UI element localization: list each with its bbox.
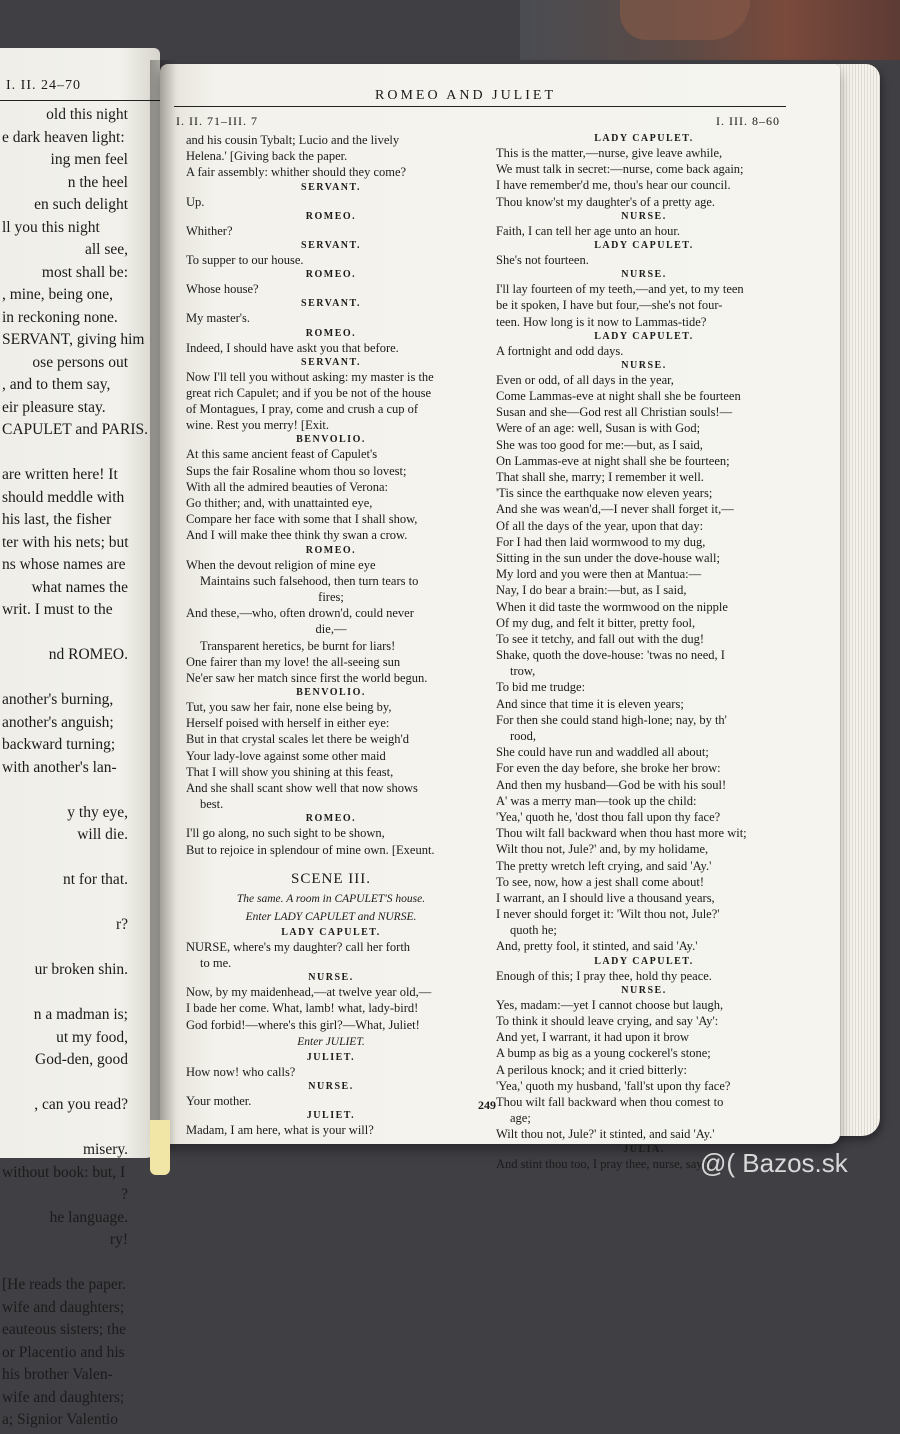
text-column-left [186, 132, 476, 1138]
verse-line: quoth he; [510, 923, 557, 938]
left-page-line [0, 984, 158, 1007]
speaker-name: NURSE. [621, 984, 667, 996]
verse-line: When it did taste the wormwood on the nipple [496, 599, 728, 614]
verse-line: Now I'll tell you without asking: my master is the [186, 369, 434, 384]
left-page-line: without book: but, I [2, 1163, 126, 1181]
verse-line: and his cousin Tybalt; Lucio and the lively [186, 133, 400, 147]
verse-line: And yet, I warrant, it had upon it brow [496, 1030, 690, 1045]
left-page-line: en such delight [34, 196, 128, 213]
speaker-name: NURSE. [621, 359, 667, 371]
left-page [0, 48, 160, 1428]
verse-line: A bump as big as a young cockerel's stone; [496, 1046, 711, 1061]
verse-line: To see it tetchy, and fall out with the dug! [496, 631, 704, 646]
verse-line: to me. [200, 955, 232, 970]
left-page-line: in reckoning none. [2, 308, 118, 326]
left-page-line: with another's lan- [2, 758, 117, 776]
left-page-line: he language. [49, 1208, 128, 1226]
verse-line: 'Tis since the earthquake now eleven years; [496, 486, 713, 501]
verse-line: To bid me trudge: [496, 680, 586, 695]
left-page-line: his last, the fisher [2, 511, 112, 528]
verse-line: But in that crystal scales let there be weigh'd [186, 732, 410, 747]
verse-line: This is the matter,—nurse, give leave awhile, [496, 146, 723, 160]
left-page-line: wife and daughters; [2, 1388, 125, 1406]
left-page-lines [0, 106, 158, 1434]
verse-line: The pretty wretch left crying, and said 'Ay.' [496, 858, 712, 873]
left-page-line: or Placentio and his [2, 1343, 125, 1361]
left-page-line: ur broken shin. [34, 961, 128, 978]
speaker-name: NURSE. [308, 972, 354, 984]
verse-line: She could have run and waddled all about; [496, 745, 709, 760]
speaker-name: NURSE. [308, 1080, 354, 1092]
stage-direction: The same. A room in CAPULET'S house. [236, 892, 426, 905]
verse-line: Go thither; and, with unattainted eye, [186, 496, 373, 510]
verse-line: And these,—who, often drown'd, could never [186, 606, 414, 621]
left-page-line: CAPULET and PARIS. [2, 421, 148, 438]
left-page-line: , mine, being one, [2, 286, 114, 303]
verse-line: For I had then laid wormwood to my dug, [496, 534, 706, 549]
text-column-right [496, 132, 792, 1172]
verse-line: Your mother. [186, 1093, 252, 1108]
left-page-line: n a madman is; [33, 1006, 128, 1023]
left-page-line: ll you this night [2, 218, 100, 236]
verse-line: A perilous knock; and it cried bitterly: [496, 1062, 687, 1077]
left-page-line: ? [121, 1186, 128, 1203]
speaker-name: SERVANT. [301, 239, 361, 251]
verse-line: wine. Rest you merry! [Exit. [186, 418, 330, 433]
speaker-name: LADY CAPULET. [594, 239, 694, 251]
verse-line: Whither? [186, 223, 233, 238]
verse-line: Sitting in the sun under the dove-house wall; [496, 550, 720, 565]
left-page-rule [0, 100, 160, 101]
verse-line: For even the day before, she broke her brow: [496, 761, 721, 776]
yellow-bookmark-edge [150, 1120, 170, 1175]
verse-line: teen. How long is it now to Lammas-tide? [496, 314, 707, 329]
verse-line: My lord and you were then at Mantua:— [496, 567, 702, 582]
left-page-line: , and to them say, [2, 376, 111, 393]
verse-line: She's not fourteen. [496, 252, 589, 267]
verse-line: Susan and she—God rest all Christian souls!— [496, 405, 733, 420]
left-page-line: writ. I must to the [2, 601, 113, 618]
verse-line: Indeed, I should have askt you that before. [186, 340, 399, 355]
speaker-name: JULIET. [306, 1051, 356, 1063]
verse-line: Come Lammas-eve at night shall she be fourteen [496, 389, 741, 404]
speaker-name: SERVANT. [301, 356, 361, 368]
verse-line: But to rejoice in splendour of mine own. [Exeunt. [186, 842, 435, 857]
verse-line: 'Yea,' quoth my husband, 'fall'st upon thy face? [496, 1078, 731, 1093]
verse-line: For then she could stand high-lone; nay, by th' [496, 712, 727, 727]
speaker-name: ROMEO. [305, 813, 357, 825]
speaker-name: JULIA. [623, 1143, 665, 1155]
verse-line: Thou wilt fall backward when thou hast more wit; [496, 826, 747, 841]
verse-line: And then my husband—God be with his soul! [496, 777, 727, 792]
speaker-name: SERVANT. [301, 181, 361, 193]
left-page-line: ose persons out [32, 353, 128, 371]
verse-line: Maintains such falsehood, then turn tears to [200, 573, 419, 588]
speaker-name: LADY CAPULET. [281, 926, 381, 938]
scene-heading: SCENE III. [291, 870, 371, 887]
verse-line: Enough of this; I pray thee, hold thy peace. [496, 968, 712, 983]
verse-line: To see, now, how a jest shall come about! [496, 874, 704, 889]
left-page-line: nt for that. [63, 871, 128, 888]
left-page-line: ter with his nets; but [2, 533, 129, 551]
left-page-line: e dark heaven light: [2, 128, 125, 146]
verse-line: Sups the fair Rosaline whom thou so lovest; [186, 463, 407, 478]
verse-line: With all the admired beauties of Verona: [186, 479, 388, 494]
verse-line: And she shall scant show well that now shows [186, 781, 418, 795]
left-page-line: ut my food, [56, 1028, 128, 1046]
left-page-line: ing men feel [50, 151, 128, 168]
left-page-line: , can you read? [34, 1096, 128, 1113]
verse-line: To supper to our house. [186, 252, 304, 267]
verse-line: That I will show you shining at this feast, [186, 764, 394, 779]
speaker-name: ROMEO. [305, 327, 357, 339]
left-page-line: a; Signior Valentio [2, 1411, 118, 1428]
verse-line: Madam, I am here, what is your will? [186, 1123, 374, 1138]
left-page-line: y thy eye, [67, 803, 128, 821]
left-page-line: misery. [82, 1141, 128, 1158]
verse-line: I have remember'd me, thou's hear our council. [496, 178, 731, 193]
verse-line: And I will make thee think thy swan a crow. [186, 528, 408, 543]
left-page-line: SERVANT, giving him [2, 331, 145, 348]
left-page-line: r? [115, 916, 128, 933]
cloth-fold [620, 0, 750, 40]
left-page-line: will die. [77, 826, 128, 843]
verse-line: Your lady-love against some other maid [186, 748, 386, 763]
left-page-line: wife and daughters; [2, 1298, 125, 1316]
verse-line: She was too good for me:—but, as I said, [496, 437, 703, 452]
left-page-line: [He reads the paper. [2, 1276, 126, 1293]
watermark: @( Bazos.sk [700, 1148, 848, 1178]
verse-line: One fairer than my love! the all-seeing sun [186, 654, 401, 669]
left-page-line [0, 849, 158, 872]
left-page-line: his brother Valen- [2, 1366, 113, 1383]
left-page-line: another's burning, [2, 691, 114, 708]
left-page-line [0, 1119, 158, 1142]
left-page-ref: I. II. 24–70 [6, 78, 81, 93]
header-rule [174, 106, 786, 107]
left-page-line [0, 939, 158, 962]
left-page-line: old this night [46, 106, 128, 123]
verse-line: Helena.' [Giving back the paper. [186, 149, 348, 164]
verse-line: Wilt thou not, Jule?' it stinted, and said 'Ay.' [496, 1127, 715, 1142]
verse-line: I never should forget it: 'Wilt thou not, Jule?' [496, 907, 720, 922]
left-page-line: n the heel [67, 173, 128, 191]
verse-line: Now, by my maidenhead,—at twelve year old,— [186, 985, 432, 1000]
verse-line: Up. [186, 194, 205, 209]
speaker-name: ROMEO. [305, 210, 357, 222]
verse-line: My master's. [186, 311, 251, 326]
verse-line: God forbid!—where's this girl?—What, Juliet! [186, 1017, 420, 1032]
verse-line: I warrant, an I should live a thousand years, [496, 890, 715, 905]
speaker-name: ROMEO. [305, 269, 357, 281]
header-ref-left: I. II. 71–III. 7 [176, 114, 258, 128]
left-page-line [0, 444, 158, 467]
page-header [160, 64, 840, 128]
left-page-line: should meddle with [2, 488, 125, 506]
left-page-line: nd ROMEO. [48, 646, 128, 663]
verse-line: Faith, I can tell her age unto an hour. [496, 223, 680, 238]
gutter-shadow [150, 60, 176, 1150]
speaker-name: NURSE. [621, 210, 667, 222]
verse-line: Shake, quoth the dove-house: 'twas no need, I [496, 648, 725, 663]
verse-line: of Montagues, I pray, come and crush a cup of [186, 402, 419, 417]
speaker-name: BENVOLIO. [296, 434, 366, 446]
left-page-line: God-den, good [35, 1051, 128, 1068]
left-page-line: what names the [31, 578, 128, 596]
verse-line: Of all the days of the year, upon that day: [496, 518, 704, 533]
verse-line: I bade her come. What, lamb! what, lady-bird! [186, 1001, 419, 1016]
verse-line: Whose house? [186, 282, 259, 297]
verse-line: We must talk in secret:—nurse, come back again; [496, 162, 744, 177]
verse-line: Transparent heretics, be burnt for liars! [200, 638, 396, 653]
left-page-line: backward turning; [2, 736, 116, 753]
verse-line: fires; [318, 589, 344, 604]
left-page-line [0, 1254, 158, 1277]
left-page-line: another's anguish; [2, 713, 114, 731]
verse-line: Tut, you saw her fair, none else being by, [186, 700, 392, 715]
left-page-line: eauteous sisters; the [2, 1321, 126, 1338]
header-ref-right: I. III. 8–60 [716, 114, 780, 128]
speaker-name: LADY CAPULET. [594, 133, 694, 144]
speaker-name: SERVANT. [301, 298, 361, 310]
verse-line: Of my dug, and felt it bitter, pretty fool, [496, 615, 696, 630]
speaker-name: ROMEO. [305, 544, 357, 556]
verse-line: 'Yea,' quoth he, 'dost thou fall upon thy face? [496, 809, 721, 824]
verse-line: Wilt thou not, Jule?' and, by my holidame, [496, 842, 709, 857]
left-page-line: ry! [109, 1231, 128, 1248]
page-number: 249 [478, 1098, 496, 1112]
verse-line: age; [510, 1111, 531, 1126]
verse-line: Nay, I do bear a brain:—but, as I said, [496, 583, 687, 598]
verse-line: NURSE, where's my daughter? call her forth [186, 939, 411, 954]
verse-line: great rich Capulet; and if you be not of the house [186, 385, 432, 400]
verse-line: die,— [315, 622, 347, 637]
stage-direction: Enter JULIET. [297, 1035, 365, 1048]
speaker-name: LADY CAPULET. [594, 330, 694, 342]
left-page-line: are written here! It [2, 466, 118, 483]
verse-line: Thou wilt fall backward when thou comest to [496, 1094, 724, 1109]
speaker-name: NURSE. [621, 269, 667, 281]
verse-line: A' was a merry man—took up the child: [496, 793, 697, 808]
verse-line: A fair assembly: whither should they come? [186, 165, 407, 180]
verse-line: And stint thou too, I pray thee, nurse, say I. [496, 1156, 713, 1171]
left-page-line [0, 781, 158, 804]
page-title: ROMEO AND JULIET [375, 88, 556, 103]
verse-line: be it spoken, I have but four,—she's not four- [496, 298, 723, 313]
verse-line: I'll lay fourteen of my teeth,—and yet, to my teen [496, 282, 744, 297]
verse-line: Yes, madam:—yet I cannot choose but laugh, [496, 997, 724, 1012]
left-page-line: ns whose names are [2, 556, 126, 573]
left-page-line: all see, [84, 241, 128, 258]
left-page-line: eir pleasure stay. [2, 398, 106, 416]
left-page-line: most shall be: [41, 263, 128, 281]
verse-line: Even or odd, of all days in the year, [496, 372, 674, 387]
verse-line: And, pretty fool, it stinted, and said 'Ay.' [496, 939, 698, 954]
verse-line: Herself poised with herself in either eye: [186, 716, 390, 731]
speaker-name: BENVOLIO. [296, 687, 366, 699]
verse-line: On Lammas-eve at night shall she be fourteen; [496, 453, 730, 468]
stage-direction: Enter LADY CAPULET and NURSE. [245, 910, 417, 923]
verse-line: That shall she, marry; I remember it well. [496, 470, 704, 484]
verse-line: Were of an age: well, Susan is with God; [496, 421, 701, 436]
verse-line: When the devout religion of mine eye [186, 557, 376, 572]
verse-line: And since that time it is eleven years; [496, 696, 684, 711]
left-page-line [0, 1074, 158, 1097]
verse-line: Thou know'st my daughter's of a pretty age. [496, 194, 716, 209]
left-page-line [0, 894, 158, 917]
verse-line: Ne'er saw her match since first the world begun. [186, 670, 428, 685]
verse-line: How now! who calls? [186, 1064, 296, 1079]
verse-line: A fortnight and odd days. [496, 343, 624, 358]
speaker-name: JULIET. [306, 1110, 356, 1122]
verse-line: rood, [510, 729, 537, 743]
verse-line: Compare her face with some that I shall show, [186, 512, 418, 527]
verse-line: trow, [510, 664, 536, 679]
left-page-line [0, 624, 158, 647]
verse-line: To think it should leave crying, and say 'Ay': [496, 1014, 719, 1028]
verse-line: And she was wean'd,—I never shall forget it,— [496, 502, 734, 517]
verse-line: I'll go along, no such sight to be shown, [186, 826, 385, 841]
left-page-line [0, 669, 158, 692]
verse-line: best. [200, 797, 224, 812]
speaker-name: LADY CAPULET. [594, 955, 694, 967]
verse-line: At this same ancient feast of Capulet's [186, 447, 378, 462]
